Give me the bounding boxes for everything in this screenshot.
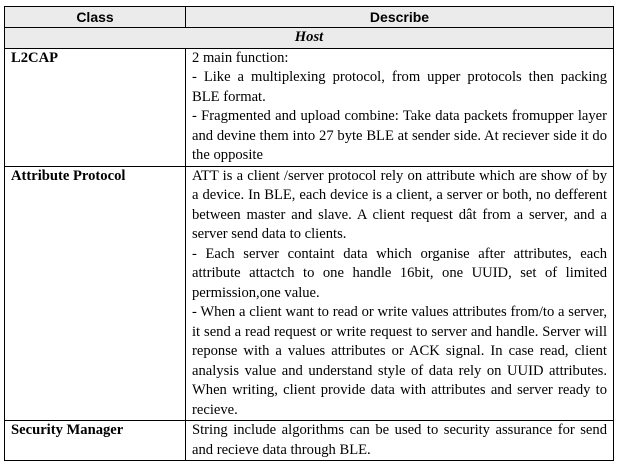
describe-line: ATT is a client /server protocol rely on attribute which are show of by a device. In BLE, each device is a client, a server or both, no defferent between master and slave. A client request dât from a server, and a server send data to clients. [192,167,607,242]
table-row [5,48,614,166]
class-cell: Security Manager [5,421,186,461]
describe-line: - Like a multiplexing protocol, from upper protocols then packing BLE format. [192,69,607,105]
table-row [5,166,614,421]
section-host: Host [5,28,614,49]
describe-cell [186,166,614,421]
ble-host-table [4,6,614,461]
describe-line: String include algorithms can be used to security assurance for send and recieve data through BLE. [192,422,607,458]
section-row [5,28,614,49]
describe-line: - Fragmented and upload combine: Take data packets fromupper layer and devine them into 27 byte BLE at sender side. At reciever side it do the opposite [192,108,607,163]
describe-line: 2 main function: [192,49,289,66]
document-page [4,6,614,461]
describe-line: - When a client want to read or write values attributes from/to a server, it send a read request or write request to server and handle. Server will reponse with a values attributes or ACK signal. In case read, client analysis value and understand style of data rely on UUID attributes. When writing, client provide data with attributes and server ready to recieve. [192,304,607,418]
class-cell: L2CAP [5,48,186,166]
header-describe: Describe [186,7,614,28]
header-class: Class [5,7,186,28]
class-cell: Attribute Protocol [5,166,186,421]
describe-cell [186,421,614,461]
table-row [5,421,614,461]
describe-cell [186,48,614,166]
header-row [5,7,614,28]
describe-line: - Each server containt data which organise after attributes, each attribute attactch to one handle 16bit, one UUID, set of limited permission,one value. [192,245,607,301]
